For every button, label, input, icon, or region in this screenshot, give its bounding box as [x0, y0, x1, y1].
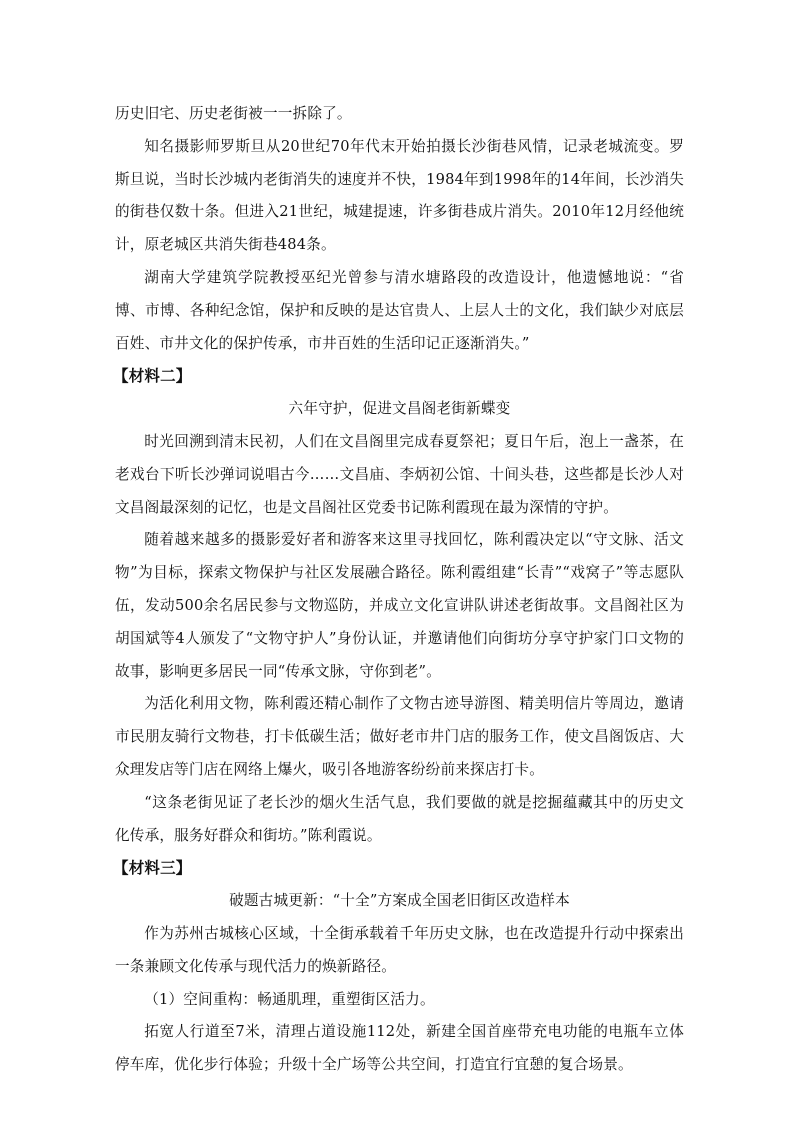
paragraph-volunteers: 随着越来越多的摄影爱好者和游客来这里寻找回忆，陈利霞决定以“守文脉、活文物”为目标，探索文物保护与社区发展融合路径。陈利霞组建“长青”“戏窝子”等志愿队伍，发动500余名居民参与文物巡防，并成立文化宣讲队讲述老街故事。文昌阁社区为胡国斌等4人颁发了“文物守护人”身份认证，并邀请他们向街坊分享守护家门口文物的故事，影响更多居民一同“传承文脉，守你到老”。 — [115, 531, 684, 680]
paragraph-quote: “这条老街见证了老长沙的烟火生活气息，我们要做的就是挖掘蕴藏其中的历史文化传承，服务好群众和街坊。”陈利霞说。 — [115, 793, 684, 844]
paragraph-sidewalk: 拓宽人行道至7米，清理占道设施112处，新建全国首座带充电功能的电瓶车立体停车库，优化步行体验；升级十全广场等公共空间，打造宜行宜憩的复合场景。 — [115, 1023, 684, 1074]
paragraph-photographer: 知名摄影师罗斯旦从20世纪70年代末开始拍摄长沙街巷风情，记录老城流变。罗斯旦说，当时长沙城内老街消失的速度并不快，1984年到1998年的14年间，长沙消失的街巷仅数十条。但进入21世纪，城建提速，许多街巷成片消失。2010年12月经他统计，原老城区共消失街巷484条。 — [115, 137, 684, 254]
section-heading-material-2: 【材料二】 — [113, 367, 192, 386]
paragraph-suzhou: 作为苏州古城核心区域，十全街承载着千年历史文脉，也在改造提升行动中探索出一条兼顾文化传承与现代活力的焕新路径。 — [115, 924, 684, 975]
section-heading-material-3: 【材料三】 — [113, 859, 192, 878]
paragraph-history: 时光回溯到清末民初，人们在文昌阁里完成春夏祭祀；夏日午后，泡上一盏茶，在老戏台下听长沙弹词说唱古今……文昌庙、李炳初公馆、十间头巷，这些都是长沙人对文昌阁最深刻的记忆，也是文昌阁社区党委书记陈利霞现在最为深情的守护。 — [115, 432, 684, 516]
paragraph-activation: 为活化利用文物，陈利霞还精心制作了文物古迹导游图、精美明信片等周边，邀请市民朋友骑行文物巷，打卡低碳生活；做好老市井门店的服务工作，使文昌阁饭店、大众理发店等门店在网络上爆火，吸引各地游客纷纷前来探店打卡。 — [115, 695, 684, 778]
paragraph-old-houses: 历史旧宅、历史老街被一一拆除了。 — [115, 105, 352, 122]
paragraph-professor: 湖南大学建筑学院教授巫纪光曾参与清水塘路段的改造设计，他遗憾地说：“省博、市博、各种纪念馆，保护和反映的是达官贵人、上层人士的文化，我们缺少对底层百姓、市井文化的保护传承，市井百姓的生活印记正逐渐消失。” — [115, 268, 684, 352]
section-title-material-3: 破题古城更新：“十全”方案成全国老旧街区改造样本 — [229, 892, 570, 910]
paragraph-space-heading: （1）空间重构：畅通肌理，重塑街区活力。 — [144, 990, 435, 1008]
section-title-material-2: 六年守护，促进文昌阁老街新蝶变 — [288, 400, 511, 418]
